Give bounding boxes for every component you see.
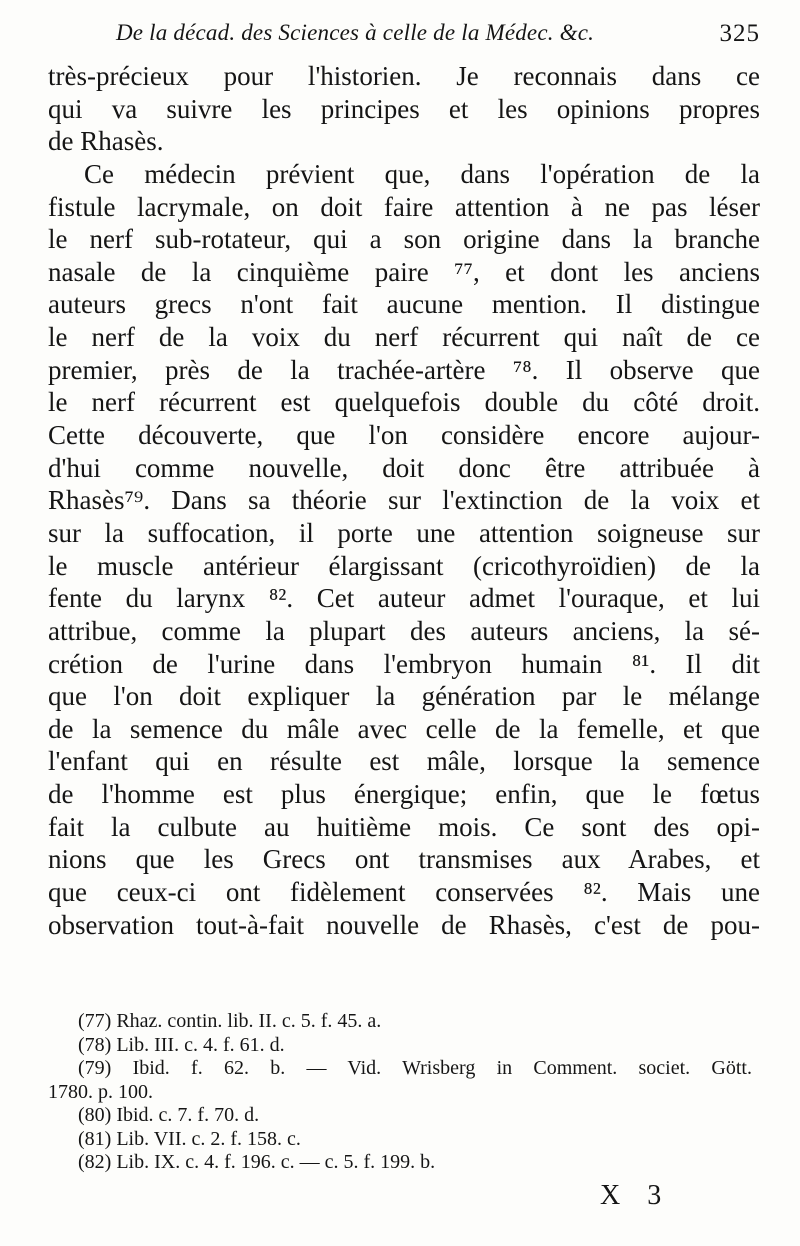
footnote-77: (77) Rhaz. contin. lib. II. c. 5. f. 45. a. <box>78 1010 382 1032</box>
text-line: de la semence du mâle avec celle de la femelle, et que <box>48 713 760 744</box>
running-head: De la décad. des Sciences à celle de la Médec. &c. <box>116 20 595 45</box>
text-line: le nerf de la voix du nerf récurrent qui naît de ce <box>48 322 760 353</box>
footnote-78: (78) Lib. III. c. 4. f. 61. d. <box>78 1033 285 1056</box>
page-number: 325 <box>719 20 760 47</box>
text-line: attribue, comme la plupart des auteurs anciens, la sé- <box>48 615 760 646</box>
text-line: nions que les Grecs ont transmises aux Arabes, et <box>48 844 760 875</box>
text-line: sur la suffocation, il porte une attention soigneuse sur <box>48 517 760 548</box>
text-line: nasale de la cinquième paire ⁷⁷, et dont les anciens <box>48 256 760 287</box>
text-line: de l'homme est plus énergique; enfin, que le fœtus <box>48 779 760 810</box>
text-line: le nerf récurrent est quelquefois double du côté droit. <box>48 387 760 418</box>
page-header <box>48 18 760 54</box>
text-line: fistule lacrymale, on doit faire attention à ne pas léser <box>48 191 760 222</box>
text-line: premier, près de la trachée-artère ⁷⁸. Il observe que <box>48 354 760 385</box>
text-line: observation tout-à-fait nouvelle de Rhasès, c'est de pou- <box>48 909 760 940</box>
text-line: que l'on doit expliquer la génération par le mélange <box>48 681 760 712</box>
text-line: très-précieux pour l'historien. Je reconnais dans ce <box>48 61 760 91</box>
text-line: l'enfant qui en résulte est mâle, lorsque la semence <box>48 746 760 777</box>
footnote-79-continued: 1780. p. 100. <box>48 1080 153 1103</box>
text-line: qui va suivre les principes et les opinions propres <box>48 93 760 124</box>
footnote-82: (82) Lib. IX. c. 4. f. 196. c. — c. 5. f. 199. b. <box>78 1151 436 1173</box>
footnote-79: (79) Ibid. f. 62. b. — Vid. Wrisberg in Comment. societ. Gött. <box>78 1057 752 1079</box>
footnote-80: (80) Ibid. c. 7. f. 70. d. <box>78 1104 260 1126</box>
text-line: de Rhasès. <box>48 126 164 157</box>
footnotes <box>48 1010 760 1175</box>
text-line: crétion de l'urine dans l'embryon humain ⁸¹. Il dit <box>48 648 760 679</box>
text-line: fait la culbute au huitième mois. Ce sont des opi- <box>48 811 760 842</box>
text-line: que ceux-ci ont fidèlement conservées ⁸². Mais une <box>48 877 760 908</box>
text-line: Ce médecin prévient que, dans l'opération de la <box>84 158 760 189</box>
text-line: Cette découverte, que l'on considère encore aujour- <box>48 420 760 451</box>
body-text <box>48 60 760 941</box>
text-line: auteurs grecs n'ont fait aucune mention. Il distingue <box>48 289 760 320</box>
text-line: fente du larynx ⁸². Cet auteur admet l'ouraque, et lui <box>48 583 760 614</box>
text-line: le muscle antérieur élargissant (cricothyroïdien) de la <box>48 550 760 581</box>
text-line: Rhasès⁷⁹. Dans sa théorie sur l'extinction de la voix et <box>48 485 760 516</box>
text-line: d'hui comme nouvelle, doit donc être attribuée à <box>48 452 760 483</box>
signature-mark: X 3 <box>600 1180 672 1211</box>
text-line: le nerf sub-rotateur, qui a son origine dans la branche <box>48 224 760 255</box>
footnote-81: (81) Lib. VII. c. 2. f. 158. c. <box>78 1127 301 1150</box>
